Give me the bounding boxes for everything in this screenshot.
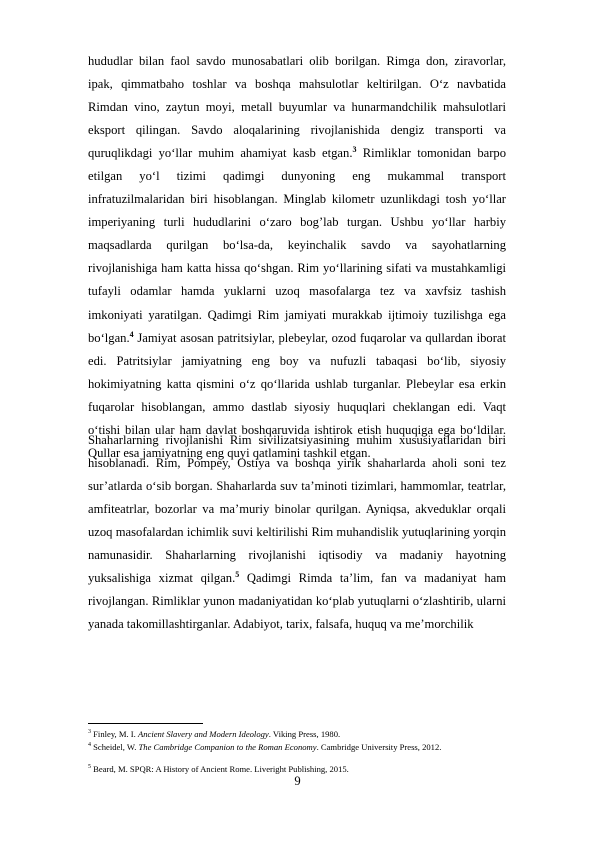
footnote-number: 3 [88, 729, 91, 735]
footnote-number: 4 [88, 742, 91, 748]
footnote-title: Ancient Slavery and Modern Ideology [137, 728, 269, 739]
footnote-ref-4[interactable]: 4 [129, 329, 134, 339]
paragraph-text: hududlar bilan faol savdo munosabatlari olib borilgan. Rimga don, ziravorlar, ipak, qimmatbaho toshlar va boshqa mahsulotlar keltirilgan. O‘z navbatida Rimdan vino, zaytun moyi, metall buyumlar va hunarmandchilik mahsulotlari eksport qilingan. Savdo aloqalarining rivojlanishida dengiz transporti va quruqlikdagi yo‘llar muhim ahamiyat kasb etgan. [88, 54, 506, 161]
footnote-author: Finley, M. I. [91, 728, 138, 739]
footnote-3 [88, 727, 518, 740]
footnote-5 [88, 762, 518, 775]
footnote-separator [88, 723, 203, 724]
footnote-ref-5[interactable]: 5 [235, 570, 240, 580]
footnote-title: The Cambridge Companion to the Roman Economy [138, 741, 317, 752]
paragraph-text: Rimliklar tomonidan barpo etilgan yo‘l tizimi qadimgi dunyoning eng mukammal transport infratuzilmalaridan biri hisoblangan. Minglab kilometr uzunlikdagi tosh yo‘llar imperiyaning turli hududlarini o‘zaro bog’lab turgan. Ushbu yo‘llar harbiy maqsadlarda qurilgan bo‘lsa-da, keyinchalik savdo va sayohatlarning rivojlanishiga ham katta hissa qo‘shgan. Rim yo‘llarining sifati va mustahkamligi tufayli odamlar hamda yuklarni uzoq masofalarga tez va xavfsiz tashish imkoniyati yaratilgan. Qadimgi Rim jamiyati murakkab ijtimoiy tuzilishga ega bo‘lgan. [88, 146, 506, 345]
footnote-4 [88, 740, 518, 753]
page-number: 9 [294, 774, 301, 788]
footnote-author: Scheidel, W. [91, 741, 139, 752]
footnote-number: 5 [88, 764, 91, 770]
body-paragraph-1 [88, 50, 506, 465]
paragraph-text: Jamiyat asosan patritsiylar, plebeylar, ozod fuqarolar va qullardan iborat edi. Patritsiylar jamiyatning eng boy va nufuzli tabaqasi bo‘lib, siyosiy hokimiyatning katta qismini o‘z qo‘llarida ushlab turganlar. Plebeylar esa erkin fuqarolar hisoblangan, ammo dastlab siyosiy huquqlari cheklangan edi. Vaqt o‘tishi bilan ular ham davlat boshqaruvida ishtirok etish huquqiga ega bo‘ldilar. Qullar esa jamiyatning eng quyi qatlamini tashkil etgan. [88, 330, 506, 460]
footnote-publisher: . Cambridge University Press, 2012. [316, 741, 442, 752]
paragraph-text: Qadimgi Rimda ta’lim, fan va madaniyat ham rivojlangan. Rimliklar yunon madaniyatidan ko‘plab yutuqlarni o‘zlashtirib, ularni yanada takomillashtirganlar. Adabiyot, tarix, falsafa, huquq va me’morchilik [88, 571, 506, 632]
footnote-author: Beard, M. SPQR: A History of Ancient Rome. Liveright Publishing, 2015. [91, 763, 349, 774]
paragraph-text: Shaharlarning rivojlanishi Rim sivilizatsiyasining muhim xususiyatlaridan biri hisoblanadi. Rim, Pompey, Ostiya va boshqa yirik shaharlarda aholi soni tez sur’atlarda o‘sib borgan. Shaharlarda suv ta’minoti tizimlari, hammomlar, teatrlar, amfiteatrlar, bozorlar va ma’muriy binolar qurilgan. Ayniqsa, akveduklar orqali uzoq masofalardan ichimlik suvi keltirilishi Rim muhandislik yutuqlarining yorqin namunasidir. Shaharlarning rivojlanishi iqtisodiy va madaniy hayotning yuksalishiga xizmat qilgan. [88, 433, 506, 586]
footnote-publisher: . Viking Press, 1980. [268, 728, 341, 739]
footnote-ref-3[interactable]: 3 [352, 145, 357, 154]
body-paragraph-2 [88, 429, 506, 636]
